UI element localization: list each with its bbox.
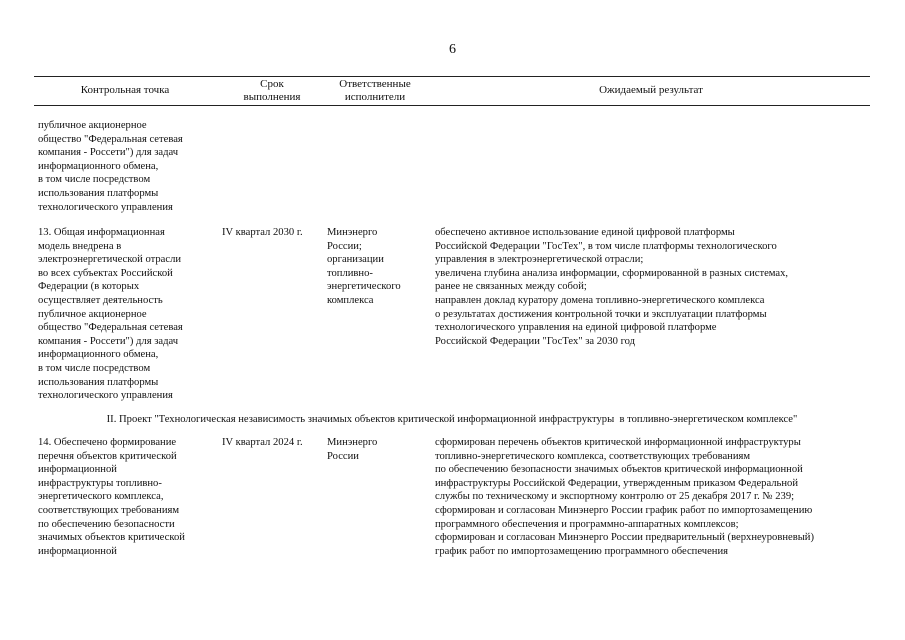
header-checkpoint: Контрольная точка	[80, 84, 170, 96]
table-top-rule	[34, 76, 870, 77]
section-heading: II. Проект "Технологическая независимость значимых объектов критической информационной инфраструктуры в топливно-энергетическом комплексе"	[106, 414, 798, 425]
responsible-cell: Минэнерго России	[327, 437, 378, 462]
checkpoint-cell: публичное акционерное общество "Федеральная сетевая компания - Россети") для задач информационного обмена, в том числе посредством использования платформы технологического управления	[38, 120, 183, 213]
header-result: Ожидаемый результат	[599, 84, 703, 96]
checkpoint-cell: 13. Общая информационная модель внедрена в электроэнергетической отрасли во всех субъектах Российской Федерации (в которых осуществляет деятельность публичное акционерное общество "Федеральная сетевая компания - Россети") для задач информационного обмена, в том числе посредством использования платформы технологического управления	[38, 227, 183, 402]
page-number: 6	[449, 42, 456, 57]
header-deadline: Срок выполнения	[243, 78, 301, 103]
deadline-cell: IV квартал 2024 г.	[222, 437, 303, 448]
header-responsible: Ответственные исполнители	[339, 78, 411, 103]
checkpoint-cell: 14. Обеспечено формирование перечня объектов критической информационной инфраструктуры топливно- энергетического комплекса, соответствующих требованиям по обеспечению безопасности значимых объектов критической информационной	[38, 437, 185, 557]
result-cell: обеспечено активное использование единой цифровой платформы Российской Федерации "ГосТех", в том числе платформы технологического управления в электроэнергетической отрасли; увеличена глубина анализа информации, сформированной в разных системах, ранее не связанных между собой; направлен доклад куратору домена топливно-энергетического комплекса о результатах достижения контрольной точки и эксплуатации платформы технологического управления на единой цифровой платформе Российской Федерации "ГосТех" за 2030 год	[435, 227, 789, 347]
table-header-rule	[34, 105, 870, 106]
result-cell: сформирован перечень объектов критической информационной инфраструктуры топливно-энергетического комплекса, соответствующих требованиям по обеспечению безопасности значимых объектов критической информационной инфраструктуры Российской Федерации, утвержденным приказом Федеральной службы по техническому и экспортному контролю от 25 декабря 2017 г. № 239; сформирован и согласован Минэнерго России график работ по импортозамещению программного обеспечения и программно-аппаратных комплексов; сформирован и согласован Минэнерго России предварительный (верхнеуровневый) график работ по импортозамещению программного обеспечения	[435, 437, 815, 557]
responsible-cell: Минэнерго России; организации топливно- энергетического комплекса	[327, 227, 401, 306]
deadline-cell: IV квартал 2030 г.	[222, 227, 303, 238]
